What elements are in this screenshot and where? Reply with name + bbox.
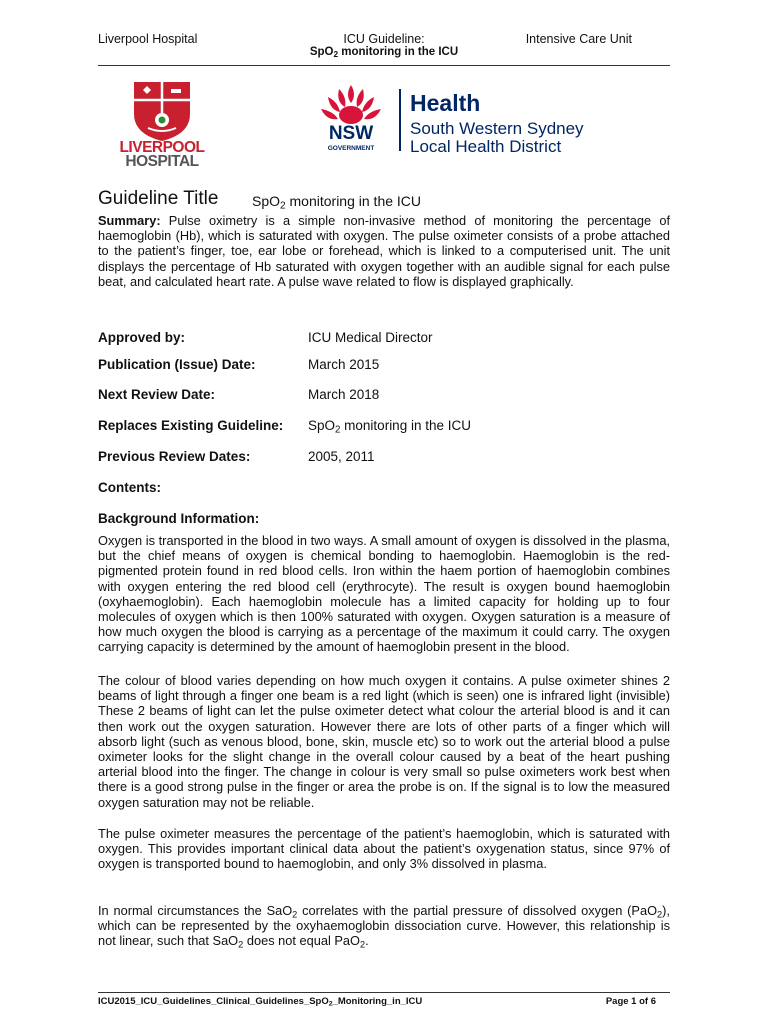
logo-government-text: GOVERNMENT xyxy=(327,145,375,152)
logo-hospital-text: HOSPITAL xyxy=(125,153,199,170)
page-header xyxy=(98,32,670,72)
approved-row: Approved by: ICU Medical Director xyxy=(98,330,433,345)
body-paragraph-2: The colour of blood varies depending on how much oxygen it contains. A pulse oximeter shines 2 beams of light through a finger one beam is a red light (which is seen) one is infrared light (invisible) These 2 beams of light can let the pulse oximeter detect what colour the arterial blood is and it can then work out the oxygen saturation. However there are lots of other parts of a finger which will absorb light (such as venous blood, bone, skin, muscle etc) so to work out the arterial blood a pulse oximeter looks for the slight change in the overall colour caused by a beat of the heart pushing arterial blood into the finger. The change in colour is very small so pulse oximeters work best when there is a good strong pulse in the finger or area the probe is on. If the signal is to low the measured oxygen saturation may not be reliable. xyxy=(98,673,670,810)
footer-filename: ICU2015_ICU_Guidelines_Clinical_Guidelines_SpO$_2$_Monitoring_in_ICU xyxy=(98,996,423,1008)
replaces-row: Replaces Existing Guideline: SpO$_2$ monitoring in the ICU xyxy=(98,418,471,436)
body-paragraph-3: The pulse oximeter measures the percentage of the patient’s haemoglobin, which is saturated with oxygen. This provides important clinical data about the patient’s oxygenation status, since 97% of oxygen is transported bound to haemoglobin, and only 3% dissolved in plasma. xyxy=(98,826,670,872)
logo-district-line1: South Western Sydney xyxy=(410,119,584,138)
summary-paragraph: Summary: Pulse oximetry is a simple non-invasive method of monitoring the percentage of haemoglobin (Hb), which is saturated with oxygen. The pulse oximeter consists of a probe attached to the patient’s finger, toe, ear lobe or forehead, which is linked to a computerised unit. The unit displays the percentage of Hb saturated with oxygen together with an audible signal for each pulse beat, and calculated heart rate. A pulse wave related to flow is displayed graphically. xyxy=(98,213,670,289)
logo-liverpool-text: LIVERPOOL xyxy=(119,139,205,156)
nsw-waratah-icon xyxy=(315,83,635,155)
summary-label: Summary: xyxy=(98,213,161,228)
previous-review-row: Previous Review Dates: 2005, 2011 xyxy=(98,449,375,464)
guideline-title-label: Guideline Title xyxy=(98,188,219,209)
header-hospital: Liverpool Hospital xyxy=(98,32,198,46)
next-review-row: Next Review Date: March 2018 xyxy=(98,387,380,402)
guideline-title-value: SpO$_2$ monitoring in the ICU xyxy=(252,193,422,212)
publication-row: Publication (Issue) Date: March 2015 xyxy=(98,357,380,372)
liverpool-crest-icon xyxy=(118,80,206,142)
background-heading: Background Information: xyxy=(98,511,260,526)
header-subtitle: SpO$_2$ monitoring in the ICU xyxy=(309,46,459,60)
header-unit: Intensive Care Unit xyxy=(525,32,632,46)
logo-health-text: Health xyxy=(410,90,481,116)
body-paragraph-1: Oxygen is transported in the blood in two ways. A small amount of oxygen is dissolved in the plasma, but the chief means of oxygen is chemical bonding to haemoglobin. Haemoglobin is the red-pigmented protein found in red blood cells. Iron within the haem portion of haemoglobin combines with oxygen entering the red blood cell (erythrocyte). The result is oxygen bound haemoglobin (oxyhaemoglobin). Each haemoglobin molecule has a limited capacity for holding up to four molecules of oxygen which is then 100% saturated with oxygen. Oxygen saturation is a measure of how much oxygen the blood is carrying as a percentage of the maximum it could carry. The oxygen carrying capacity is determined by the amount of haemoglobin present in the blood. xyxy=(98,533,670,655)
liverpool-hospital-logo xyxy=(118,80,206,170)
header-guideline-label: ICU Guideline: xyxy=(343,32,425,46)
logo-nsw-text: NSW xyxy=(328,123,374,144)
body-paragraph-4: In normal circumstances the SaO$_2$ correlates with the partial pressure of dissolved oxygen (PaO$_2$), which can be represented by the oxyhaemoglobin dissociation curve. However, this relationship is not linear, such that SaO$_2$ does not equal PaO$_2$. xyxy=(98,903,670,950)
footer-rule xyxy=(98,992,670,993)
footer-page-number: Page 1 of 6 xyxy=(605,996,656,1007)
header-rule xyxy=(98,65,670,66)
nsw-health-logo xyxy=(315,83,635,155)
contents-heading: Contents: xyxy=(98,480,161,495)
logo-district-line2: Local Health District xyxy=(410,137,562,155)
